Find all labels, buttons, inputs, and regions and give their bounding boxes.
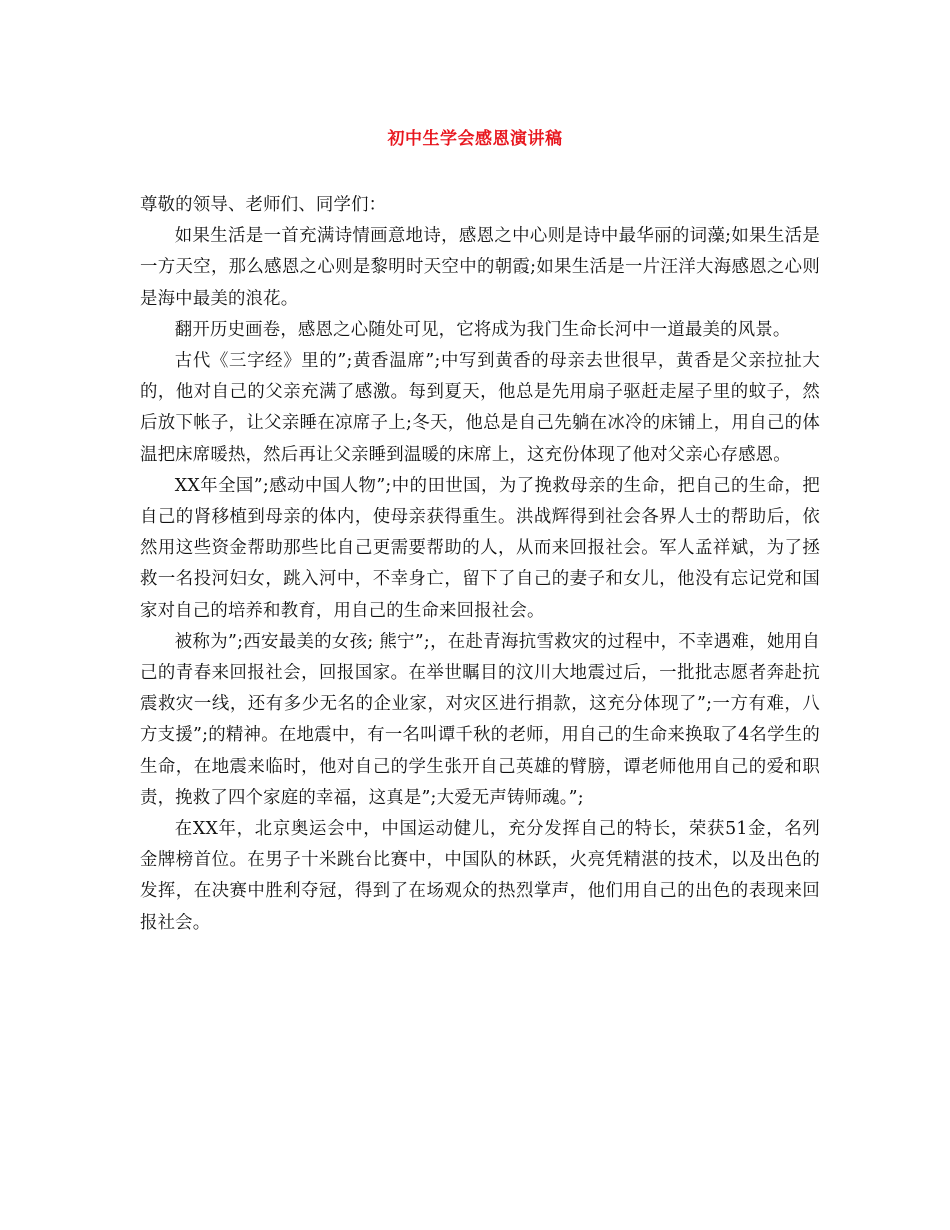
document-body	[140, 190, 820, 939]
paragraph-4: XX年全国”;感动中国人物”;中的田世国，为了挽救母亲的生命，把自己的生命，把自己的肾移植到母亲的体内，使母亲获得重生。洪战辉得到社会各界人士的帮助后，依然用这些资金帮助那些比自己更需要帮助的人，从而来回报社会。军人孟祥斌，为了拯救一名投河妇女，跳入河中，不幸身亡，留下了自己的妻子和女儿，他没有忘记党和国家对自己的培养和教育，用自己的生命来回报社会。	[140, 475, 820, 621]
paragraph-2: 翻开历史画卷，感恩之心随处可见，它将成为我门生命长河中一道最美的风景。	[174, 319, 791, 340]
paragraph-6: 在XX年，北京奥运会中，中国运动健儿，充分发挥自己的特长，荣获51金，名列金牌榜首位。在男子十米跳台比赛中，中国队的林跃，火亮凭精湛的技术，以及出色的发挥，在决赛中胜利夺冠，得到了在场观众的热烈掌声，他们用自己的出色的表现来回报社会。	[140, 819, 820, 933]
document-title: 初中生学会感恩演讲稿	[387, 129, 563, 149]
paragraph-5: 被称为”;西安最美的女孩; 熊宁”;，在赴青海抗雪救灾的过程中，不幸遇难，她用自己的青春来回报社会，回报国家。在举世瞩目的汶川大地震过后，一批批志愿者奔赴抗震救灾一线，还有多少无名的企业家，对灾区进行捐款，这充分体现了”;一方有难，八方支援”;的精神。在地震中，有一名叫谭千秋的老师，用自己的生命来换取了4名学生的生命，在地震来临时，他对自己的学生张开自己英雄的臂膀，谭老师他用自己的爱和职责，挽救了四个家庭的幸福，这真是”;大爱无声铸师魂。”;	[140, 631, 820, 808]
paragraph-1: 如果生活是一首充满诗情画意地诗，感恩之中心则是诗中最华丽的词藻;如果生活是一方天空，那么感恩之心则是黎明时天空中的朝霞;如果生活是一片汪洋大海感恩之心则是海中最美的浪花。	[140, 226, 820, 309]
salutation: 尊敬的领导、老师们、同学们：	[140, 195, 387, 215]
paragraph-3: 古代《三字经》里的”;黄香温席”;中写到黄香的母亲去世很早，黄香是父亲拉扯大的，他对自己的父亲充满了感激。每到夏天，他总是先用扇子驱赶走屋子里的蚊子，然后放下帐子，让父亲睡在凉席子上;冬天，他总是自己先躺在冰冷的床铺上，用自己的体温把床席暖热，然后再让父亲睡到温暖的床席上，这充份体现了他对父亲心存感恩。	[140, 351, 820, 465]
